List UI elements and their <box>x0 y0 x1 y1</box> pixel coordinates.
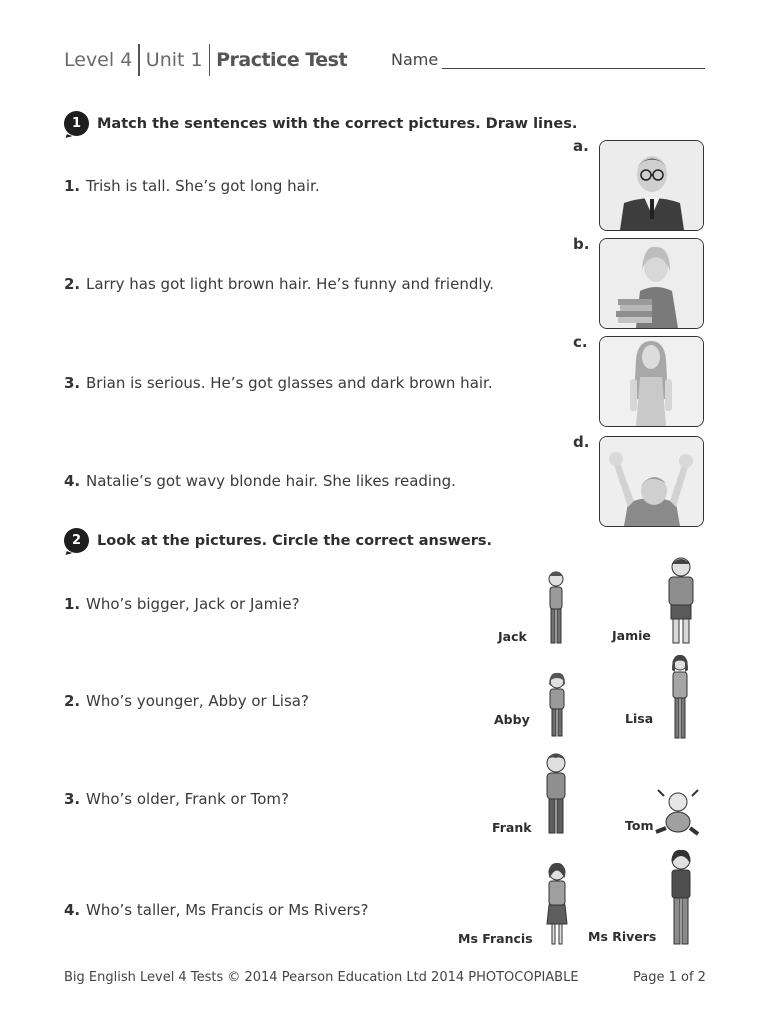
section-number-badge: 1 <box>64 111 89 136</box>
question: 2. Who’s younger, Abby or Lisa? <box>64 692 309 710</box>
section-number-badge: 2 <box>64 528 89 553</box>
tom-label[interactable]: Tom <box>625 818 654 833</box>
name-label: Name <box>391 50 439 69</box>
picture-letter: b. <box>573 235 590 253</box>
ms-rivers-label[interactable]: Ms Rivers <box>588 929 657 944</box>
page-title: Practice Test <box>216 49 348 71</box>
jack-label[interactable]: Jack <box>498 629 527 644</box>
tom-baby-figure-icon <box>654 788 700 838</box>
section-instruction: Look at the pictures. Circle the correct answers. <box>97 532 492 549</box>
lisa-figure-icon <box>667 654 693 742</box>
abby-label[interactable]: Abby <box>494 712 530 727</box>
picture-letter: c. <box>573 333 588 351</box>
match-sentence: 4. Natalie’s got wavy blonde hair. She likes reading. <box>64 472 456 490</box>
section-instruction: Match the sentences with the correct pictures. Draw lines. <box>97 115 578 132</box>
footer-copyright: Big English Level 4 Tests © 2014 Pearson Education Ltd 2014 PHOTOCOPIABLE <box>64 970 579 985</box>
frank-figure-icon <box>541 752 571 838</box>
section-2-header <box>64 528 492 553</box>
ms-rivers-figure-icon <box>666 849 696 949</box>
header-divider <box>209 44 211 76</box>
picture-letter: a. <box>573 137 589 155</box>
jamie-figure-icon <box>664 556 698 648</box>
page-number: Page 1 of 2 <box>633 970 706 985</box>
girl-with-books-photo[interactable] <box>599 238 704 329</box>
jack-figure-icon <box>543 570 569 648</box>
question: 1. Who’s bigger, Jack or Jamie? <box>64 595 300 613</box>
unit-label: Unit 1 <box>145 49 203 71</box>
page-header <box>64 44 347 76</box>
ms-francis-figure-icon <box>543 862 571 948</box>
tall-girl-photo[interactable] <box>599 336 704 427</box>
ms-francis-label[interactable]: Ms Francis <box>458 931 533 946</box>
waving-boy-photo[interactable] <box>599 436 704 527</box>
picture-letter: d. <box>573 433 590 451</box>
match-sentence: 2. Larry has got light brown hair. He’s funny and friendly. <box>64 275 495 293</box>
boy-with-glasses-photo[interactable] <box>599 140 704 231</box>
question: 3. Who’s older, Frank or Tom? <box>64 790 289 808</box>
frank-label[interactable]: Frank <box>492 820 532 835</box>
name-field[interactable] <box>442 68 705 69</box>
match-sentence: 3. Brian is serious. He’s got glasses and dark brown hair. <box>64 374 493 392</box>
abby-figure-icon <box>544 672 570 740</box>
lisa-label[interactable]: Lisa <box>625 711 654 726</box>
level-label: Level 4 <box>64 49 133 71</box>
question: 4. Who’s taller, Ms Francis or Ms Rivers? <box>64 901 369 919</box>
jamie-label[interactable]: Jamie <box>612 628 651 643</box>
header-divider <box>138 44 140 76</box>
section-1-header <box>64 111 577 136</box>
match-sentence: 1. Trish is tall. She’s got long hair. <box>64 177 320 195</box>
